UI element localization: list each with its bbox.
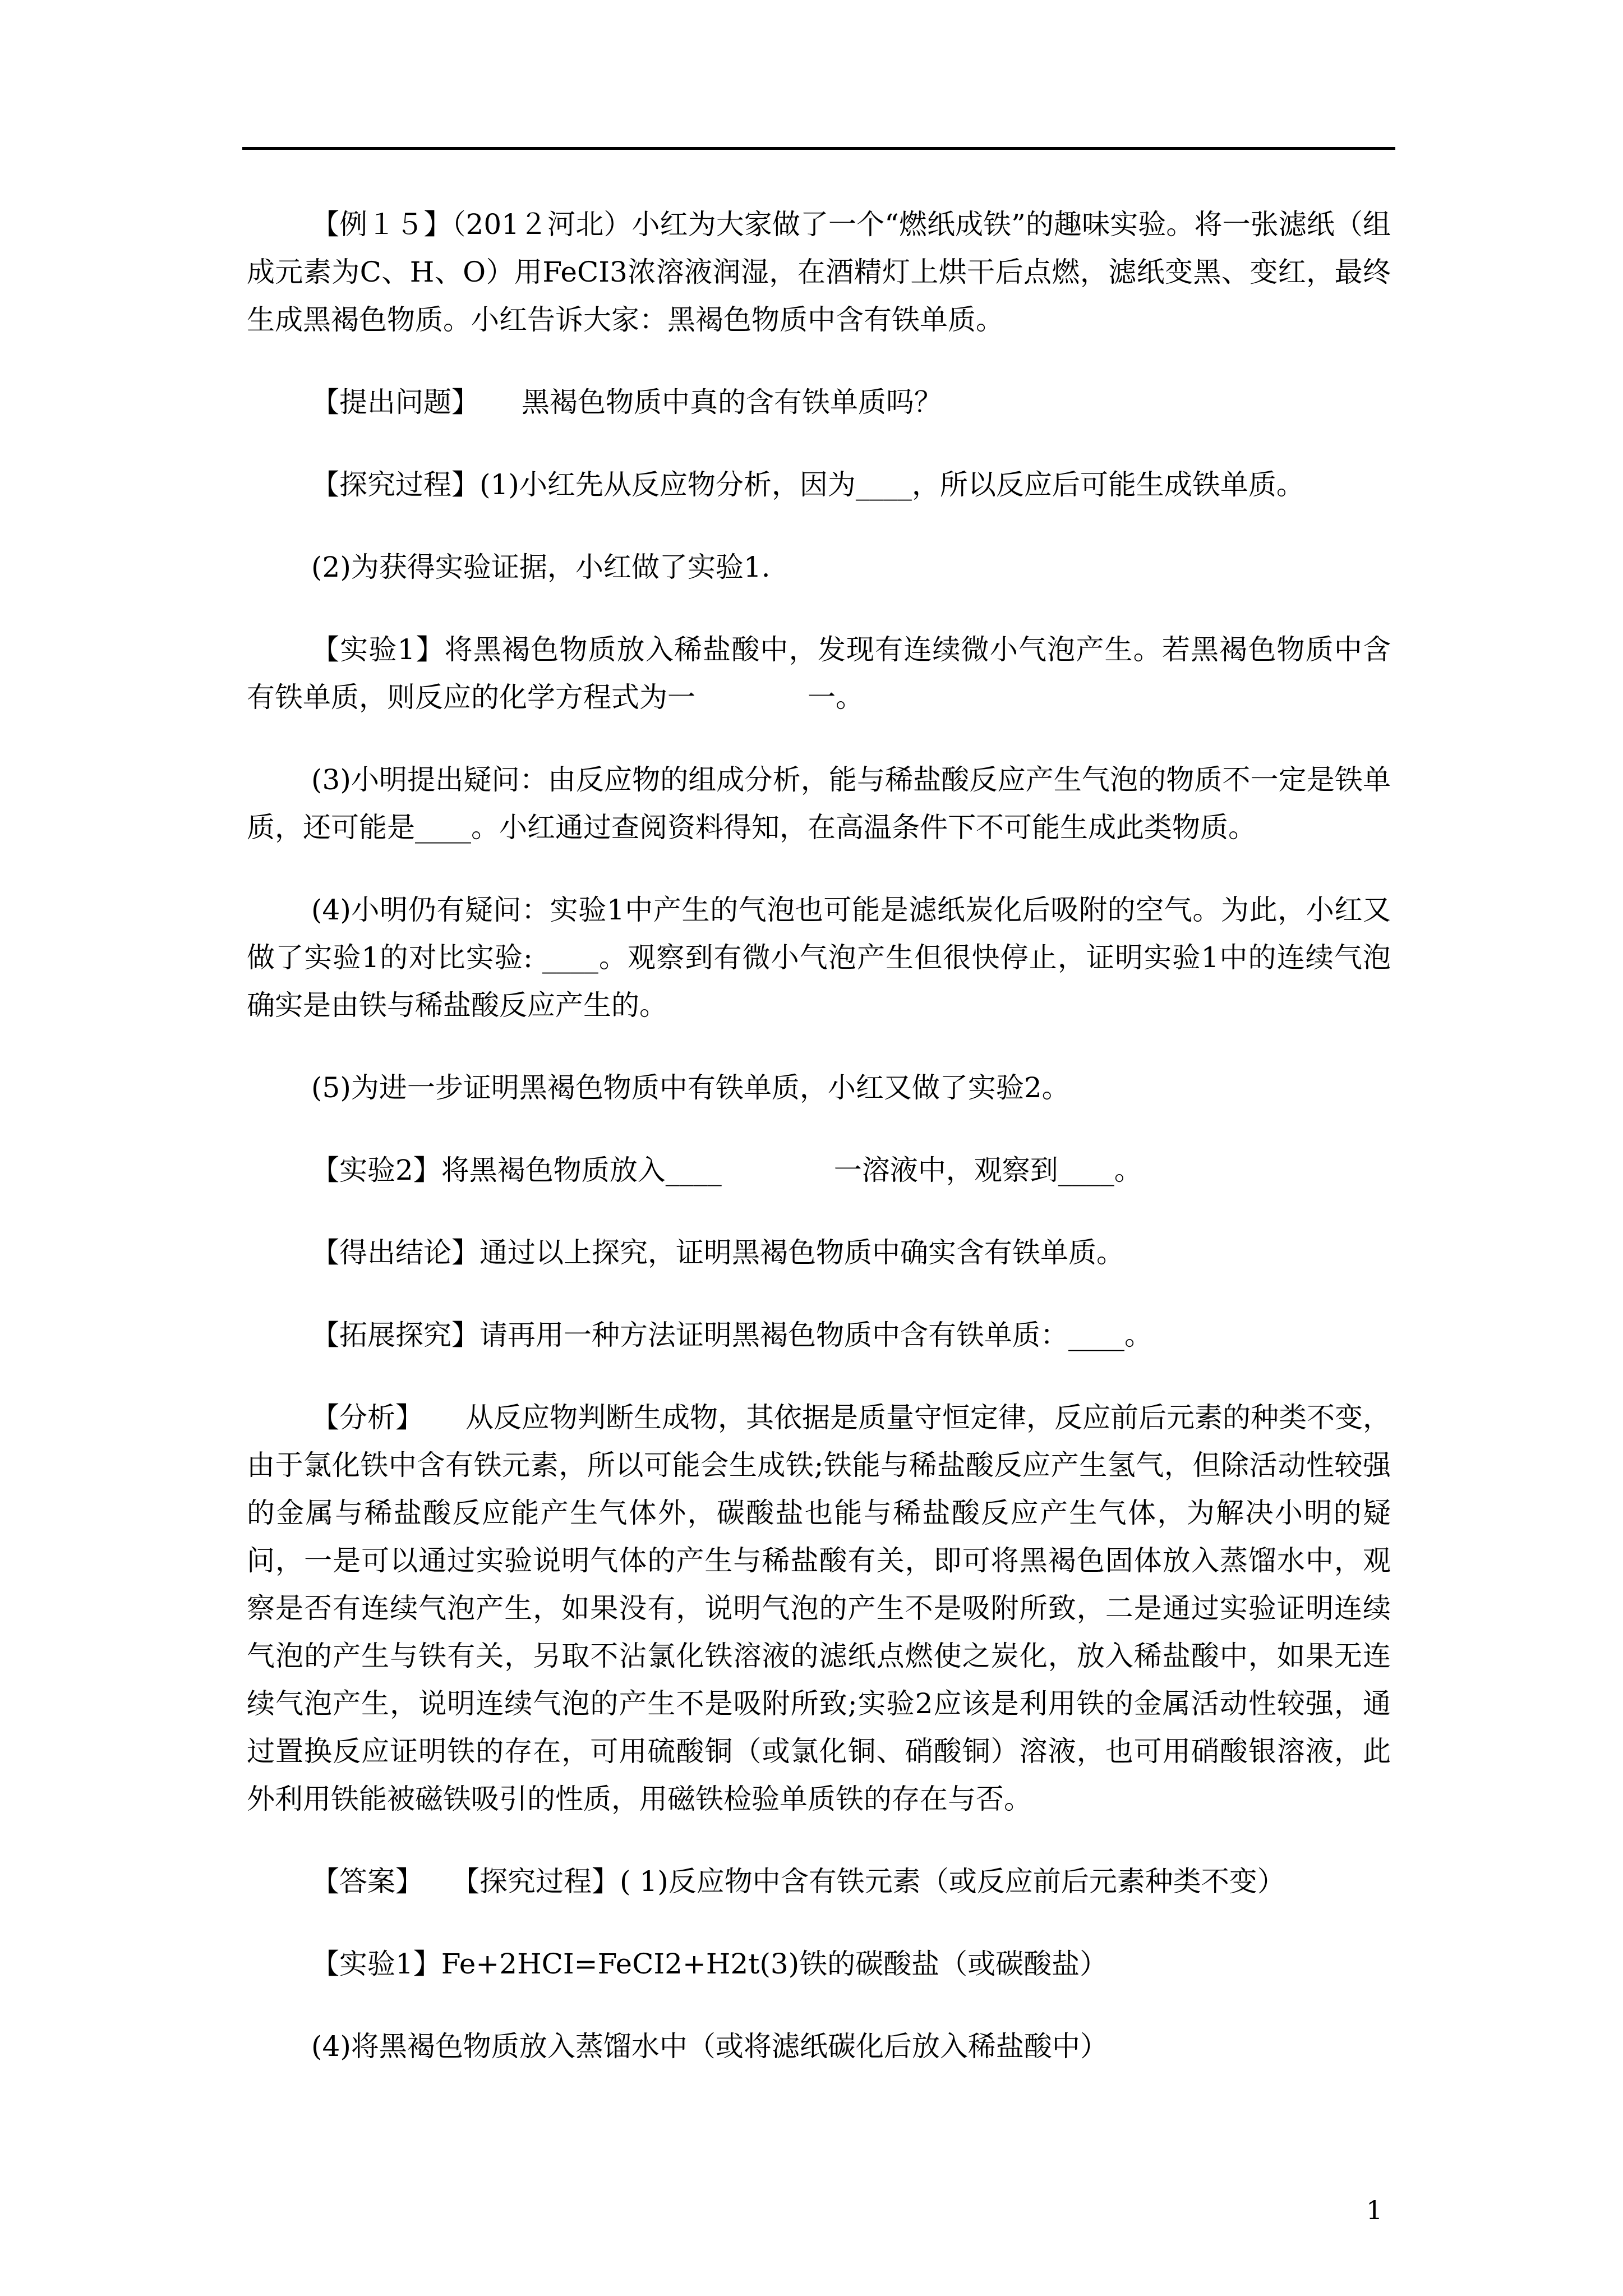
- answer-paragraph: 【答案】 【探究过程】( 1)反应物中含有铁元素（或反应前后元素种类不变）: [311, 1865, 1285, 1898]
- document-body: [247, 201, 1391, 2105]
- inquiry-step-5-paragraph: (5)为进一步证明黑褐色物质中有铁单质，小红又做了实验2。: [311, 1071, 1070, 1104]
- extension-paragraph: 【拓展探究】请再用一种方法证明黑褐色物质中含有铁单质：____。: [311, 1319, 1152, 1351]
- header-rule: [242, 147, 1395, 150]
- experiment-2-paragraph: 【实验2】将黑褐色物质放入____ 一溶液中，观察到____。: [311, 1154, 1142, 1186]
- inquiry-step-1-paragraph: 【探究过程】(1)小红先从反应物分析，因为____，所以反应后可能生成铁单质。: [311, 468, 1304, 501]
- page-number: 1: [1366, 2195, 1383, 2225]
- inquiry-step-3-paragraph: (3)小明提出疑问：由反应物的组成分析，能与稀盐酸反应产生气泡的物质不一定是铁单质，还可能是____。小红通过查阅资料得知，在高温条件下不可能生成此类物质。: [247, 763, 1391, 844]
- raise-question-paragraph: 【提出问题】 黑褐色物质中真的含有铁单质吗？: [311, 386, 942, 418]
- inquiry-step-2-paragraph: (2)为获得实验证据，小红做了实验1.: [311, 551, 771, 583]
- analysis-paragraph: 【分析】 从反应物判断生成物，其依据是质量守恒定律，反应前后元素的种类不变，由于氯化铁中含有铁元素，所以可能会生成铁;铁能与稀盐酸反应产生氢气，但除活动性较强的金属与稀盐酸反应能产生气体外，碳酸盐也能与稀盐酸反应产生气体，为解决小明的疑问，一是可以通过实验说明气体的产生与稀盐酸有关，即可将黑褐色固体放入蒸馏水中，观察是否有连续气泡产生，如果没有，说明气泡的产生不是吸附所致，二是通过实验证明连续气泡的产生与铁有关，另取不沾氯化铁溶液的滤纸点燃使之炭化，放入稀盐酸中，如果无连续气泡产生，说明连续气泡的产生不是吸附所致;实验2应该是利用铁的金属活动性较强，通过置换反应证明铁的存在，可用硫酸铜（或氯化铜、硝酸铜）溶液，也可用硝酸银溶液，此外利用铁能被磁铁吸引的性质，用磁铁检验单质铁的存在与否。: [247, 1401, 1391, 1815]
- experiment-1-paragraph: 【实验1】将黑褐色物质放入稀盐酸中，发现有连续微小气泡产生。若黑褐色物质中含有铁单质，则反应的化学方程式为一 一。: [247, 633, 1391, 714]
- conclusion-paragraph: 【得出结论】通过以上探究，证明黑褐色物质中确实含有铁单质。: [311, 1236, 1124, 1269]
- example-question-paragraph: 【例１５】（201２河北）小红为大家做了一个“燃纸成铁”的趣味实验。将一张滤纸（组成元素为C、H、O）用FeCI3浓溶液润湿，在酒精灯上烘干后点燃，滤纸变黑、变红，最终生成黑褐色物质。小红告诉大家：黑褐色物质中含有铁单质。: [247, 208, 1391, 336]
- inquiry-step-4-paragraph: (4)小明仍有疑问：实验1中产生的气泡也可能是滤纸炭化后吸附的空气。为此，小红又做了实验1的对比实验: ____。观察到有微小气泡产生但很快停止，证明实验1中的连续气泡确实是由铁与稀盐酸反应产生的。: [247, 894, 1391, 1022]
- answer-step-4-paragraph: (4)将黑褐色物质放入蒸馏水中（或将滤纸碳化后放入稀盐酸中）: [311, 2030, 1108, 2063]
- answer-experiment-1-paragraph: 【实验1】Fe+2HCI=FeCI2+H2t(3)铁的碳酸盐（或碳酸盐）: [311, 1948, 1108, 1980]
